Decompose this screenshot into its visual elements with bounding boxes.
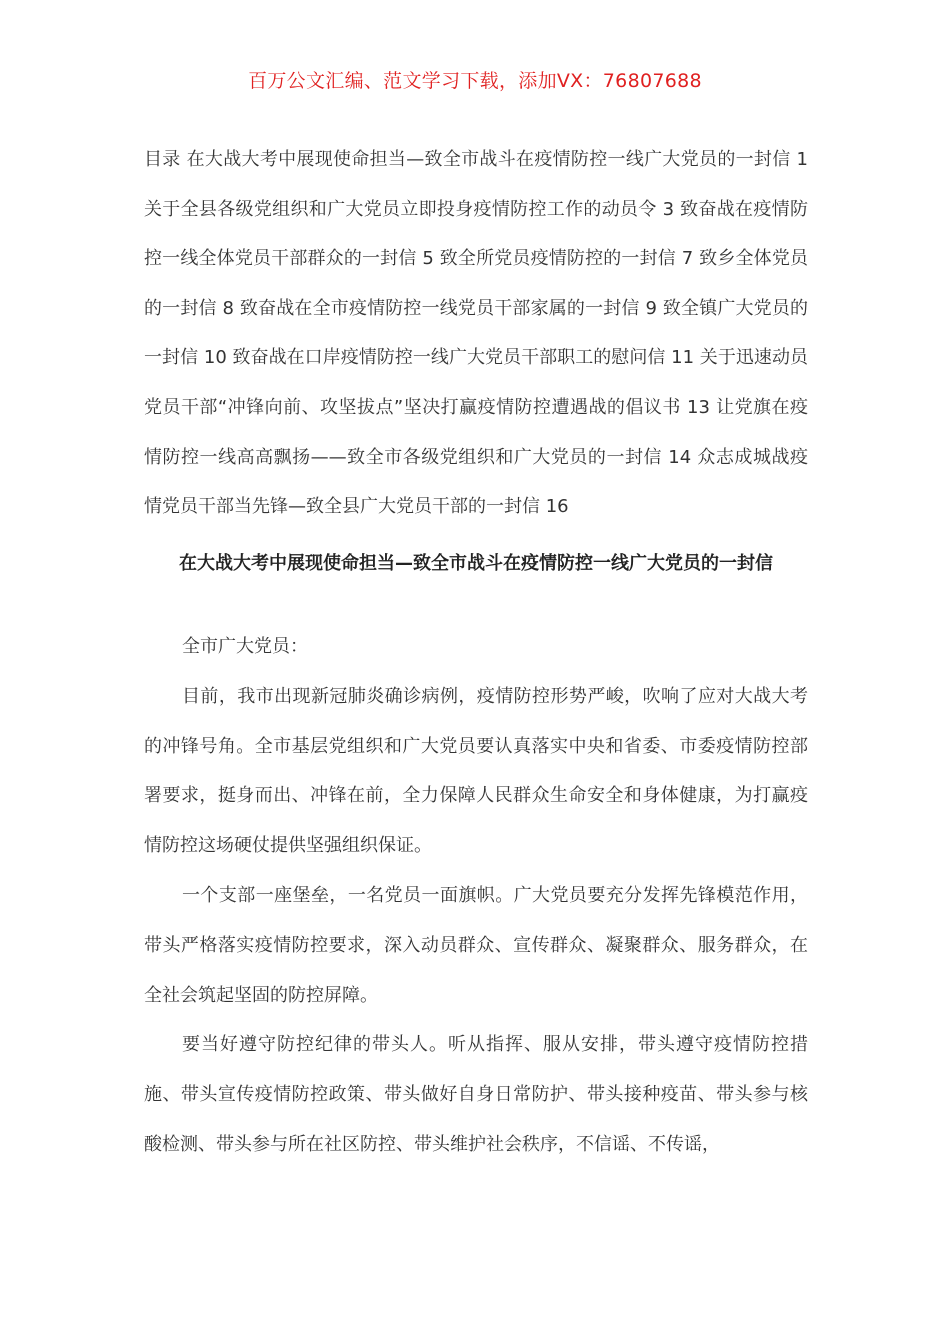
paragraph-2: 一个支部一座堡垒，一名党员一面旗帜。广大党员要充分发挥先锋模范作用，带头严格落实疫情防控要求，深入动员群众、宣传群众、凝聚群众、服务群众，在全社会筑起坚固的防控屏障。 <box>144 884 808 1006</box>
letter-salutation: 全市广大党员： <box>182 635 308 657</box>
letter-title: 在大战大考中展现使命担当—致全市战斗在疫情防控一线广大党员的一封信 <box>179 552 773 574</box>
watermark-header: 百万公文汇编、范文学习下载，添加VX：76807688 <box>248 70 702 92</box>
table-of-contents: 目录 在大战大考中展现使命担当—致全市战斗在疫情防控一线广大党员的一封信 1 关于全县各级党组织和广大党员立即投身疫情防控工作的动员令 3 致奋战在疫情防控一线全体党员干部群众的一封信 5 致全所党员疫情防控的一封信 7 致乡全体党员的一封信 8 致奋战在全市疫情防控一线党员干部家属的一封信 9 致全镇广大党员的一封信 10 致奋战在口岸疫情防控一线广大党员干部职工的慰问信 11 关于迅速动员党员干部“冲锋向前、攻坚拔点”坚决打赢疫情防控遭遇战的倡议书 13 让党旗在疫情防控一线高高飘扬——致全市各级党组织和广大党员的一封信 14 众志成城战疫情党员干部当先锋—致全县广大党员干部的一封信 16 <box>144 149 808 518</box>
document-body <box>144 135 808 1170</box>
paragraph-1: 目前，我市出现新冠肺炎确诊病例，疫情防控形势严峻，吹响了应对大战大考的冲锋号角。全市基层党组织和广大党员要认真落实中央和省委、市委疫情防控部署要求，挺身而出、冲锋在前，全力保障人民群众生命安全和身体健康，为打赢疫情防控这场硬仗提供坚强组织保证。 <box>144 685 808 857</box>
paragraph-3: 要当好遵守防控纪律的带头人。听从指挥、服从安排，带头遵守疫情防控措施、带头宣传疫情防控政策、带头做好自身日常防护、带头接种疫苗、带头参与核酸检测、带头参与所在社区防控、带头维护社会秩序，不信谣、不传谣， <box>144 1034 808 1155</box>
